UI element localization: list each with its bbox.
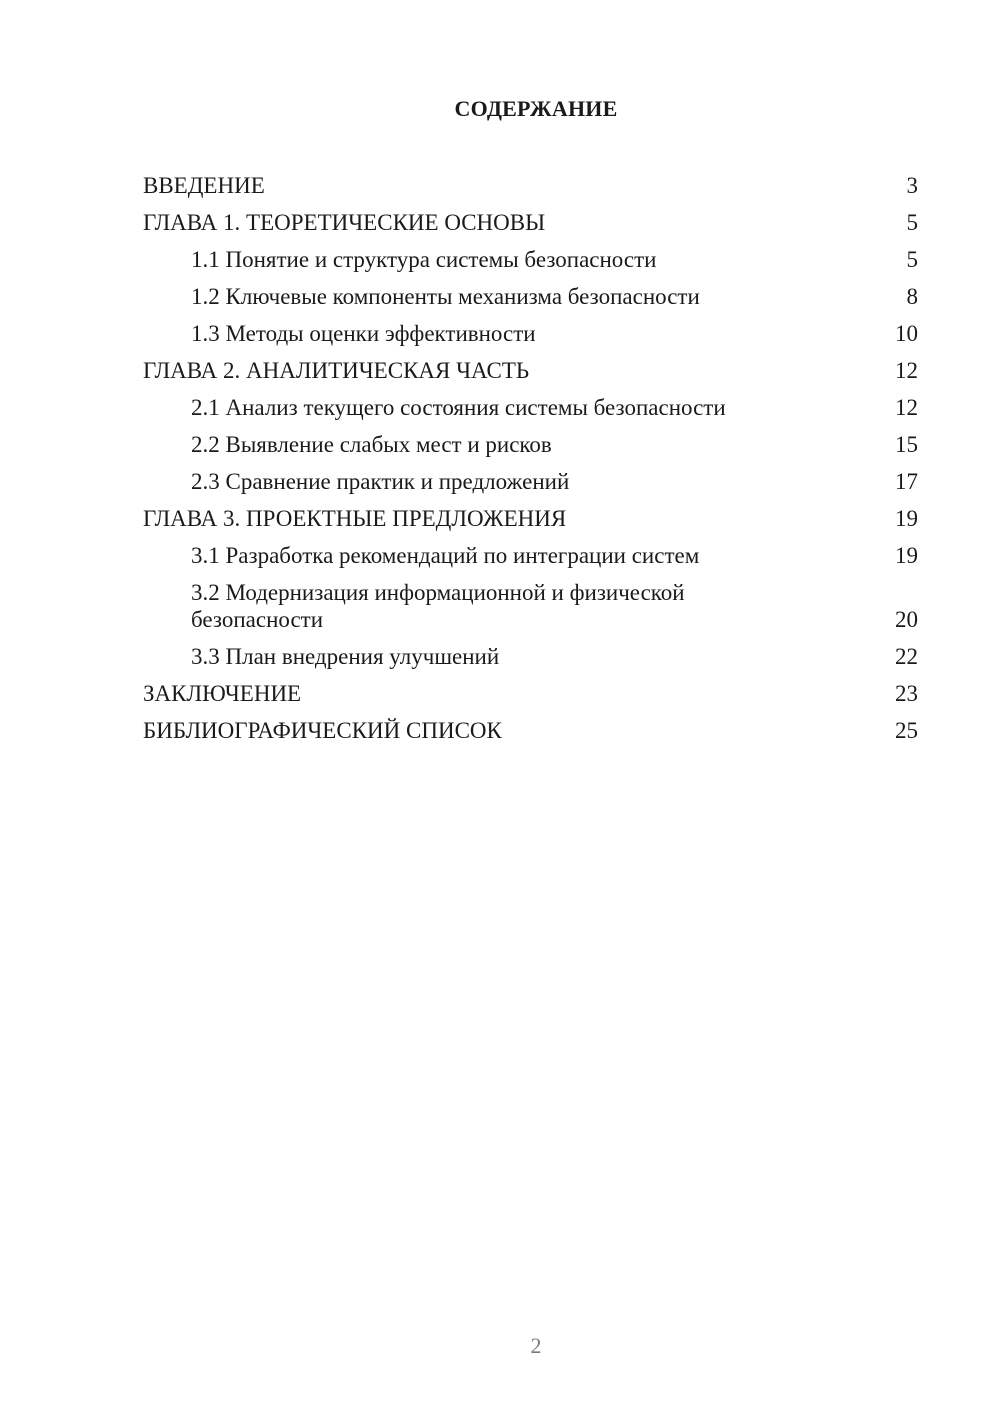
toc-entry-introduction[interactable] [143, 167, 918, 204]
toc-entry-section-2-3[interactable] [143, 463, 918, 500]
toc-entry-page: 10 [895, 321, 918, 346]
toc-entry-label: 2.1 Анализ текущего состояния системы безопасности [191, 395, 726, 420]
toc-entry-chapter-3[interactable] [143, 500, 918, 537]
toc-entry-label: ГЛАВА 2. АНАЛИТИЧЕСКАЯ ЧАСТЬ [143, 358, 530, 383]
toc-entry-chapter-1[interactable] [143, 204, 918, 241]
toc-entry-label: 1.2 Ключевые компоненты механизма безопасности [191, 284, 700, 309]
toc-entry-label: 1.3 Методы оценки эффективности [191, 321, 536, 346]
toc-entry-label: ВВЕДЕНИЕ [143, 173, 265, 198]
toc-entry-section-1-3[interactable] [143, 315, 918, 352]
toc-entry-section-1-1[interactable] [143, 241, 918, 278]
toc-entry-page: 19 [895, 506, 918, 531]
toc-entry-page: 19 [895, 543, 918, 568]
page-number: 2 [530, 1333, 542, 1358]
toc-entry-label: 2.3 Сравнение практик и предложений [191, 469, 570, 494]
toc-entry-label: ГЛАВА 1. ТЕОРЕТИЧЕСКИЕ ОСНОВЫ [143, 210, 546, 235]
toc-entry-page: 12 [895, 358, 918, 383]
toc-entry-label: ГЛАВА 3. ПРОЕКТНЫЕ ПРЕДЛОЖЕНИЯ [143, 506, 567, 531]
toc-title: СОДЕРЖАНИЕ [454, 96, 618, 121]
toc-entry-page: 22 [895, 644, 918, 669]
toc-entry-page: 15 [895, 432, 918, 457]
toc-entry-label: 3.1 Разработка рекомендаций по интеграции систем [191, 543, 700, 568]
toc-entry-page: 12 [895, 395, 918, 420]
toc-entry-chapter-2[interactable] [143, 352, 918, 389]
toc-entry-section-2-1[interactable] [143, 389, 918, 426]
toc-entry-section-2-2[interactable] [143, 426, 918, 463]
toc-entry-section-3-3[interactable] [143, 638, 918, 675]
toc-entry-label: 3.3 План внедрения улучшений [191, 644, 500, 669]
toc-entry-label: 1.1 Понятие и структура системы безопасности [191, 247, 657, 272]
toc-entry-page: 25 [895, 718, 918, 743]
toc-entry-conclusion[interactable] [143, 675, 918, 712]
toc-entry-page: 17 [895, 469, 918, 494]
toc-entry-page: 20 [895, 607, 918, 632]
toc-entry-page: 5 [906, 210, 918, 235]
toc-entry-bibliography[interactable] [143, 712, 918, 749]
toc-entry-page: 8 [906, 284, 918, 309]
toc-entry-section-1-2[interactable] [143, 278, 918, 315]
table-of-contents [143, 167, 918, 749]
toc-entry-label: 3.2 Модернизация информационной и физической безопасности [191, 580, 685, 632]
toc-entry-section-3-2[interactable] [143, 574, 918, 638]
toc-entry-label: 2.2 Выявление слабых мест и рисков [191, 432, 552, 457]
toc-entry-page: 3 [906, 173, 918, 198]
toc-entry-label: ЗАКЛЮЧЕНИЕ [143, 681, 302, 706]
toc-entry-section-3-1[interactable] [143, 537, 918, 574]
toc-entry-label: БИБЛИОГРАФИЧЕСКИЙ СПИСОК [143, 718, 502, 743]
toc-entry-page: 23 [895, 681, 918, 706]
toc-entry-page: 5 [906, 247, 918, 272]
